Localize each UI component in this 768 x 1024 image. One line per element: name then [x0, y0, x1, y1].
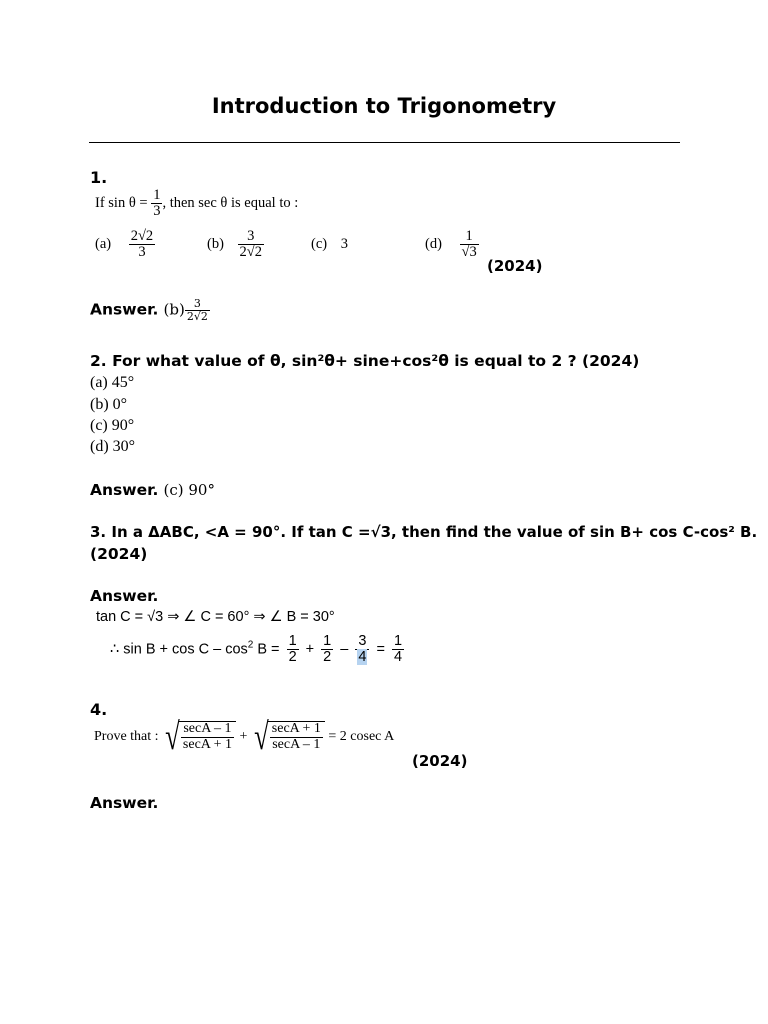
work-fraction-3 [355, 634, 369, 665]
work-operator: + [305, 641, 315, 658]
title-divider [89, 142, 680, 143]
question-1-option-c [311, 236, 348, 253]
fraction-numerator: secA – 1 [183, 721, 232, 737]
question-1-year: (2024) [487, 257, 543, 275]
answer-value: (c) 90° [163, 481, 215, 499]
fraction-denominator: 3 [129, 244, 155, 260]
option-b-label: (b) [207, 236, 224, 253]
question-3-year: (2024) [90, 545, 148, 563]
question-1-fraction [151, 188, 162, 219]
question-4-number: 4. [90, 700, 108, 719]
work-fraction-2 [321, 634, 333, 665]
question-4-year: (2024) [412, 752, 468, 770]
question-3-work-line-2 [110, 634, 407, 665]
option-c-value: 3 [340, 236, 348, 252]
question-4-answer-label: Answer. [90, 794, 159, 812]
fraction-denominator: 2 [288, 649, 297, 666]
option-a-label: (a) [95, 236, 112, 253]
option-d-fraction [460, 229, 479, 260]
question-1-option-d [425, 229, 479, 260]
sqrt-icon: √ [165, 716, 180, 758]
question-3-work-line-1: tan C = √3 ⇒ ∠ C = 60° ⇒ ∠ B = 30° [96, 609, 335, 625]
option-d-label: (d) [425, 236, 442, 253]
work-operator: = [376, 641, 385, 658]
question-1-number: 1. [90, 168, 108, 187]
fraction-denominator: 2 [323, 649, 332, 666]
option-c-label: (c) [311, 236, 328, 252]
question-1-prefix: If sin θ = [95, 195, 152, 212]
highlighted-denominator: 4 [358, 649, 367, 666]
fraction-numerator: 1 [288, 633, 297, 649]
work-fraction-4 [392, 634, 404, 665]
fraction-numerator: 1 [394, 633, 403, 649]
fraction-numerator: 3 [247, 228, 255, 244]
option-a-fraction [129, 229, 155, 260]
radical-2 [251, 718, 325, 756]
question-2-option-b: (b) 0° [90, 396, 128, 413]
question-1-option-a [95, 229, 155, 260]
question-3-answer-label: Answer. [90, 587, 159, 605]
work-operator: – [340, 641, 349, 658]
work-expression: ∴ sin B + cos C – cos [110, 641, 248, 658]
option-b-fraction [238, 229, 264, 260]
fraction-numerator: secA + 1 [271, 721, 321, 737]
answer-fraction [185, 298, 210, 322]
fraction-denominator: 3 [153, 203, 161, 220]
fraction-numerator: 1 [323, 633, 332, 649]
question-1-text [95, 188, 298, 219]
question-2-answer [90, 480, 215, 499]
answer-value: (b) [163, 300, 185, 319]
work-exponent: 2 [247, 639, 254, 651]
fraction-numerator: 1 [153, 187, 161, 203]
radical-1 [162, 718, 236, 756]
question-2-text: 2. For what value of θ, sin²θ+ sine+cos²θ is equal to 2 ? (2024) [90, 352, 640, 370]
right-hand-side: = 2 cosec A [328, 729, 395, 744]
answer-label: Answer. [90, 481, 159, 499]
fraction-numerator: 3 [193, 297, 201, 310]
fraction-numerator: 1 [465, 228, 473, 244]
fraction-denominator: 2√2 [186, 309, 208, 323]
fraction-denominator: secA – 1 [270, 737, 323, 753]
work-fraction-1 [287, 634, 299, 665]
fraction-numerator: 3 [358, 633, 367, 649]
fraction-denominator: 2√2 [239, 244, 263, 261]
sqrt-icon: √ [254, 716, 269, 758]
question-1-suffix: , then sec θ is equal to : [162, 195, 299, 212]
question-2-option-d: (d) 30° [90, 438, 136, 455]
question-4-statement [94, 718, 394, 756]
work-equals: B = [253, 641, 284, 658]
plus-operator: + [239, 729, 248, 744]
prove-label: Prove that : [94, 729, 159, 744]
page-title: Introduction to Trigonometry [211, 94, 557, 118]
question-3-text: 3. In a ΔABC, <A = 90°. If tan C =√3, then find the value of sin B+ cos C-cos² B. [90, 523, 758, 541]
question-2-option-c: (c) 90° [90, 417, 135, 434]
fraction-numerator: 2√2 [130, 228, 154, 244]
answer-label: Answer. [90, 300, 159, 319]
question-1-answer [90, 298, 210, 322]
fraction-denominator: 4 [394, 649, 403, 666]
fraction-denominator: √3 [461, 244, 477, 261]
question-1-option-b [207, 229, 264, 260]
question-2-option-a: (a) 45° [90, 374, 135, 391]
fraction-denominator: secA + 1 [182, 737, 233, 752]
